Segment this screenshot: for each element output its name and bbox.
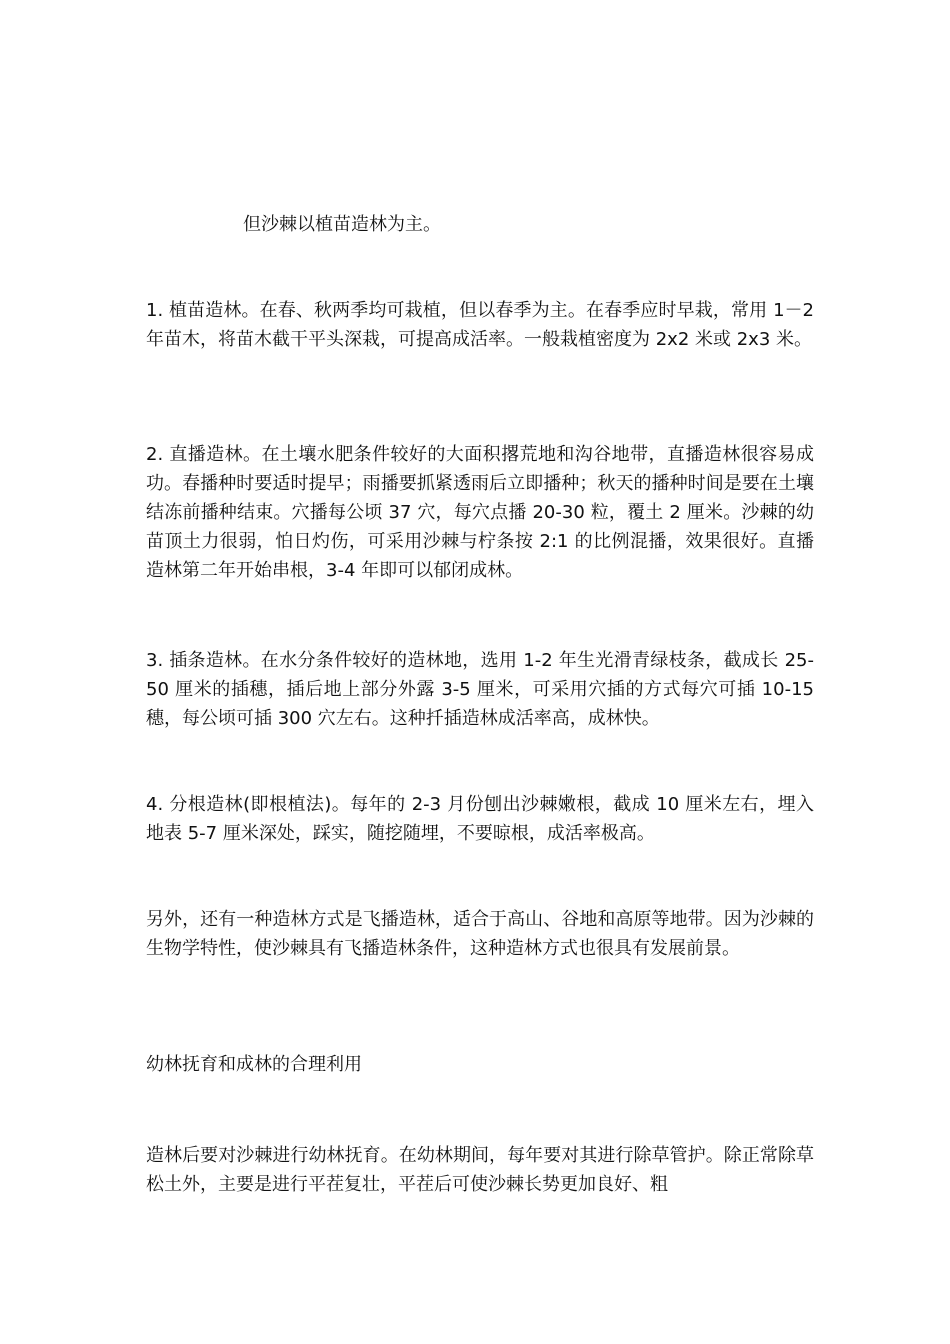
- paragraph-aerial-seeding: 另外，还有一种造林方式是飞播造林，适合于高山、谷地和高原等地带。因为沙棘的生物学特性，使沙棘具有飞播造林条件，这种造林方式也很具有发展前景。: [146, 909, 814, 959]
- paragraph-young-forest-tending: 造林后要对沙棘进行幼林抚育。在幼林期间，每年要对其进行除草管护。除正常除草松土外，主要是进行平茬复壮，平茬后可使沙棘长势更加良好、粗: [146, 1145, 814, 1195]
- paragraph-seedling-afforestation: 1. 植苗造林。在春、秋两季均可栽植，但以春季为主。在春季应时早栽，常用 1－2 年苗木，将苗木截干平头深栽，可提高成活率。一般栽植密度为 2x2 米或 2x3 米。: [146, 300, 814, 350]
- intro-text: 但沙棘以植苗造林为主。: [243, 214, 441, 235]
- section-heading: 幼林抚育和成林的合理利用: [146, 1054, 362, 1075]
- paragraph-direct-seeding: 2. 直播造林。在土壤水肥条件较好的大面积撂荒地和沟谷地带，直播造林很容易成功。春播种时要适时提早；雨播要抓紧透雨后立即播种；秋天的播种时间是要在土壤结冻前播种结束。穴播每公顷 37 穴，每穴点播 20-30 粒，覆土 2 厘米。沙棘的幼苗顶土力很弱，怕日灼伤，可采用沙棘与柠条按 2:1 的比例混播，效果很好。直播造林第二年开始串根，3-4 年即可以郁闭成林。: [146, 444, 814, 581]
- paragraph-cutting-afforestation: 3. 插条造林。在水分条件较好的造林地，选用 1-2 年生光滑青绿枝条，截成长 25-50 厘米的插穗，插后地上部分外露 3-5 厘米，可采用穴插的方式每穴可插 10-15 穗，每公顷可插 300 穴左右。这种扦插造林成活率高，成林快。: [146, 650, 814, 729]
- paragraph-root-division: 4. 分根造林(即根植法)。每年的 2-3 月份刨出沙棘嫩根，截成 10 厘米左右，埋入地表 5-7 厘米深处，踩实，随挖随埋，不要晾根，成活率极高。: [146, 794, 814, 844]
